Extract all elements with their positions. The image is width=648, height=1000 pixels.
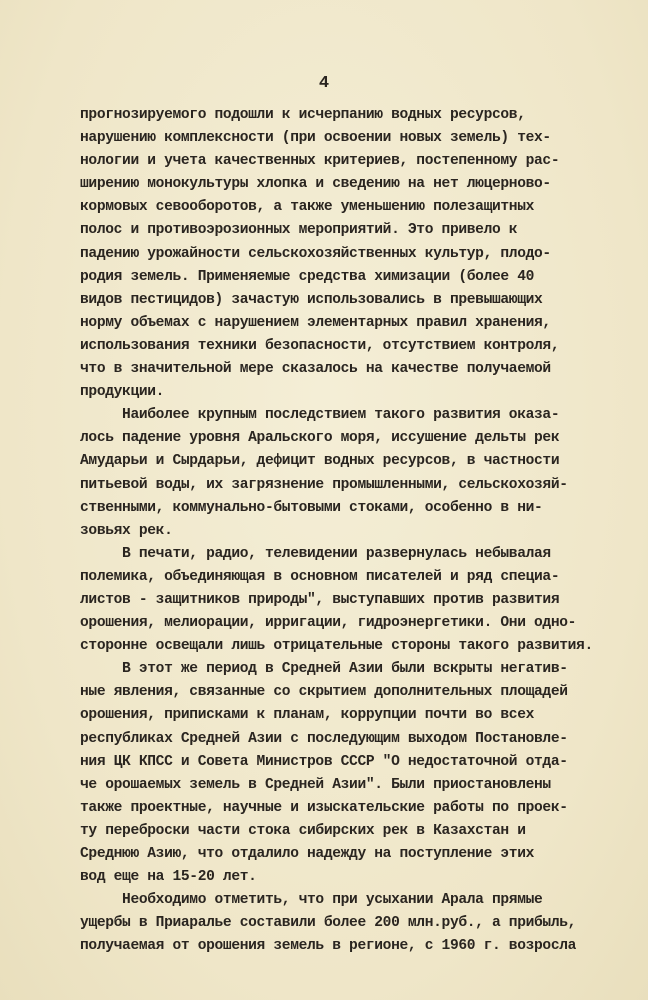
text-line: Необходимо отметить, что при усыхании Арала прямые [80, 892, 543, 909]
text-line: также проектные, научные и изыскательские работы по проек- [80, 799, 568, 816]
text-line: ущербы в Приаралье составили более 200 млн.руб., а прибыль, [80, 915, 577, 932]
text-line: нарушению комплексности (при освоении новых земель) тех- [80, 130, 551, 147]
text-line: норму объемах с нарушением элементарных правил хранения, [80, 314, 551, 331]
text-line: получаемая от орошения земель в регионе, с 1960 г. возросла [80, 938, 577, 955]
text-line: ширению монокультуры хлопка и сведению на нет люцерново- [80, 176, 551, 193]
text-line: полемика, объединяющая в основном писателей и ряд специа- [80, 568, 560, 585]
text-line: видов пестицидов) зачастую использовались в превышающих [80, 291, 543, 308]
text-line: питьевой воды, их загрязнение промышленными, сельскохозяй- [80, 476, 568, 493]
text-line: ту переброски части стока сибирских рек в Казахстан и [80, 822, 526, 839]
text-line: лось падение уровня Аральского моря, иссушение дельты рек [80, 430, 560, 447]
text-line: республиках Средней Азии с последующим выходом Постановле- [80, 730, 568, 747]
text-line: В печати, радио, телевидении развернулась небывалая [80, 545, 551, 562]
text-line: орошения, приписками к планам, коррупции почти во всех [80, 707, 535, 724]
text-line: Среднюю Азию, что отдалило надежду на поступление этих [80, 846, 535, 862]
text-line: Наиболее крупным последствием такого развития оказа- [80, 407, 560, 424]
text-line: кормовых севооборотов, а также уменьшению полезащитных [80, 199, 535, 216]
text-line: нологии и учета качественных критериев, постепенному рас- [80, 153, 560, 170]
text-line: В этот же период в Средней Азии были вскрыты негатив- [80, 661, 568, 678]
text-line: ния ЦК КПСС и Совета Министров СССР "О недостаточной отда- [80, 753, 568, 770]
text-line: использования техники безопасности, отсутствием контроля, [80, 337, 560, 354]
text-line: сторонне освещали лишь отрицательные стороны такого развития. [80, 638, 593, 655]
text-line: ственными, коммунально-бытовыми стоками, особенно в ни- [80, 499, 543, 516]
text-line: зовьях рек. [80, 522, 173, 539]
text-line: продукции. [80, 384, 165, 401]
text-line: что в значительной мере сказалось на качестве получаемой [80, 361, 551, 378]
text-line: Амударьи и Сырдарьи, дефицит водных ресурсов, в частности [80, 453, 560, 470]
text-line: вод еще на 15-20 лет. [80, 869, 257, 886]
text-line: листов - защитников природы", выступавших против развития [80, 591, 560, 608]
document-body [80, 104, 600, 958]
text-line: родия земель. Применяемые средства химизации (более 40 [80, 268, 535, 285]
text-line: падению урожайности сельскохозяйственных культур, плодо- [80, 245, 551, 262]
text-line: прогнозируемого подошли к исчерпанию водных ресурсов, [80, 107, 526, 123]
text-line: орошения, мелиорации, ирригации, гидроэнергетики. Они одно- [80, 615, 577, 632]
page-number: 4 [318, 74, 330, 93]
text-line: ные явления, связанные со скрытием дополнительных площадей [80, 684, 568, 701]
text-line: полос и противоэрозионных мероприятий. Это привело к [80, 222, 518, 239]
text-line: че орошаемых земель в Средней Азии". Были приостановлены [80, 776, 551, 793]
